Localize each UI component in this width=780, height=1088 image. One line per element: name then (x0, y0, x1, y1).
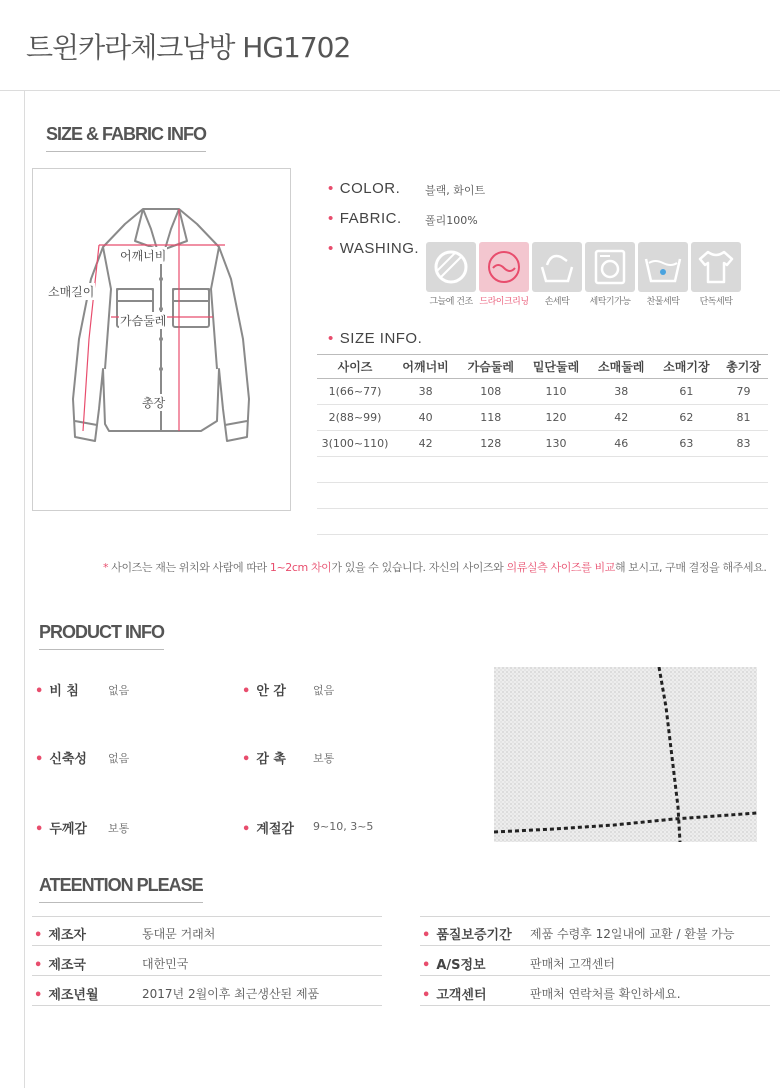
note-star: * (103, 561, 109, 574)
section-underline (46, 151, 206, 152)
attention-divider (420, 1005, 770, 1006)
attention-divider (420, 945, 770, 946)
attention-divider (32, 945, 382, 946)
product-info-value: 없음 (313, 684, 335, 697)
attention-label: • 품질보증기간 (422, 928, 512, 943)
attention-label: • 제조자 (34, 928, 86, 943)
table-cell: 62 (654, 405, 719, 431)
product-info-label-text: 계절감 (256, 822, 294, 837)
table-cell: 3(100~110) (317, 431, 393, 457)
product-info-value: 없음 (108, 752, 130, 765)
table-cell: 118 (458, 405, 523, 431)
section-heading-product (39, 622, 164, 650)
attention-label-text: 품질보증기간 (436, 928, 512, 943)
table-cell: 38 (393, 379, 458, 405)
attention-label: • 제조년월 (34, 988, 99, 1003)
fabric-closeup-image (494, 667, 757, 842)
table-row (317, 379, 768, 405)
table-cell: 42 (393, 431, 458, 457)
attention-label: • 제조국 (34, 958, 86, 973)
section-underline (39, 902, 203, 903)
attention-value: 2017년 2월이후 최근생산된 제품 (142, 987, 320, 1001)
table-cell (317, 509, 768, 535)
attention-label-text: 제조자 (48, 928, 86, 943)
table-cell: 120 (523, 405, 588, 431)
color-label: • COLOR. (328, 180, 401, 197)
product-info-label: • 계절감 (242, 822, 294, 837)
table-cell: 79 (719, 379, 768, 405)
table-header-cell: 사이즈 (317, 355, 393, 379)
cold-water-icon (638, 242, 688, 292)
note-text: 해 보시고, 구매 결정을 해주세요. (614, 561, 767, 574)
table-cell: 46 (589, 431, 654, 457)
table-header-cell: 총기장 (719, 355, 768, 379)
table-cell: 63 (654, 431, 719, 457)
washing-caption: 세탁기가능 (589, 297, 631, 307)
measure-chest-label: 가슴둘레 (120, 314, 167, 328)
attention-value: 동대문 거래처 (142, 927, 216, 941)
washing-caption: 손세탁 (544, 297, 570, 307)
fabric-label: • FABRIC. (328, 210, 402, 227)
table-cell: 81 (719, 405, 768, 431)
note-text: 사이즈는 재는 위치와 사람에 따라 (111, 561, 270, 574)
size-table (317, 354, 768, 535)
table-row-empty (317, 509, 768, 535)
shirt-outline-icon (33, 169, 292, 512)
product-info-value: 9~10, 3~5 (313, 820, 374, 833)
attention-label: • A/S정보 (422, 958, 486, 973)
color-value: 블랙, 화이트 (425, 184, 486, 197)
table-cell: 128 (458, 431, 523, 457)
table-row-empty (317, 483, 768, 509)
separate-wash-icon (691, 242, 741, 292)
table-cell: 40 (393, 405, 458, 431)
washing-caption: 단독세탁 (699, 297, 733, 307)
table-cell: 38 (589, 379, 654, 405)
washing-caption: 그늘에 건조 (429, 297, 473, 307)
table-cell: 2(88~99) (317, 405, 393, 431)
table-cell: 130 (523, 431, 588, 457)
section-heading-text: PRODUCT INFO (39, 622, 164, 642)
washing-label: • WASHING. (328, 240, 420, 257)
product-info-label-text: 비 침 (49, 684, 79, 699)
washing-caption: 찬물세탁 (646, 297, 680, 307)
section-heading-size-fabric (46, 124, 206, 152)
measure-shoulder-label: 어깨너비 (120, 249, 167, 263)
product-info-label-text: 안 감 (256, 684, 286, 699)
table-cell (317, 457, 768, 483)
attention-value: 판매처 연락처를 확인하세요. (530, 987, 681, 1001)
product-info-value: 보통 (108, 822, 130, 835)
table-header-cell: 소매기장 (654, 355, 719, 379)
attention-value: 판매처 고객센터 (530, 957, 615, 971)
measure-length-label: 총장 (142, 396, 166, 410)
attention-divider (32, 1005, 382, 1006)
color-label-text: COLOR. (339, 180, 401, 197)
size-note (103, 559, 766, 575)
product-info-label: • 비 침 (35, 684, 79, 699)
dry-clean-icon (479, 242, 529, 292)
table-header-cell: 가슴둘레 (458, 355, 523, 379)
attention-label: • 고객센터 (422, 988, 487, 1003)
section-heading-attention (39, 875, 203, 903)
attention-value: 대한민국 (142, 957, 189, 971)
size-info-label: • SIZE INFO. (328, 330, 423, 347)
product-info-label-text: 두께감 (49, 822, 87, 837)
product-info-label: • 안 감 (242, 684, 286, 699)
washing-caption: 드라이크리닝 (479, 297, 529, 307)
shade-dry-icon (426, 242, 476, 292)
attention-label-text: 고객센터 (436, 988, 487, 1003)
machine-wash-icon (585, 242, 635, 292)
table-row (317, 405, 768, 431)
table-header-cell: 어깨너비 (393, 355, 458, 379)
hand-wash-icon (532, 242, 582, 292)
product-info-label: • 신축성 (35, 752, 87, 767)
product-info-value: 없음 (108, 684, 130, 697)
left-border (24, 90, 25, 1088)
attention-value: 제품 수령후 12일내에 교환 / 환불 가능 (530, 927, 735, 941)
product-info-label: • 감 촉 (242, 752, 286, 767)
page-title: 트윈카라체크남방 HG1702 (26, 31, 351, 64)
fabric-label-text: FABRIC. (339, 210, 402, 227)
size-info-label-text: SIZE INFO. (339, 330, 423, 347)
measure-sleeve-label: 소매길이 (48, 285, 95, 299)
note-text: 가 있을 수 있습니다. 자신의 사이즈와 (331, 561, 507, 574)
table-row-empty (317, 457, 768, 483)
attention-divider (420, 975, 770, 976)
attention-divider (32, 975, 382, 976)
attention-label-text: 제조국 (48, 958, 86, 973)
note-highlight: 의류실측 사이즈를 비교 (506, 561, 615, 574)
table-cell: 1(66~77) (317, 379, 393, 405)
product-info-value: 보통 (313, 752, 335, 765)
table-header-cell: 소매둘레 (589, 355, 654, 379)
table-cell (317, 483, 768, 509)
section-underline (39, 649, 164, 650)
table-header-cell: 밑단둘레 (523, 355, 588, 379)
attention-divider (32, 916, 382, 917)
note-highlight: 1~2cm 차이 (269, 561, 332, 574)
attention-label-text: 제조년월 (48, 988, 99, 1003)
table-row (317, 431, 768, 457)
section-heading-text: SIZE & FABRIC INFO (46, 124, 207, 144)
table-cell: 108 (458, 379, 523, 405)
washing-label-text: WASHING. (339, 240, 420, 257)
attention-label-text: A/S정보 (436, 958, 486, 973)
product-info-label: • 두께감 (35, 822, 87, 837)
title-divider (0, 90, 780, 91)
product-info-label-text: 신축성 (49, 752, 87, 767)
product-info-label-text: 감 촉 (256, 752, 286, 767)
table-cell: 42 (589, 405, 654, 431)
fabric-value: 폴리100% (425, 214, 478, 227)
table-cell: 61 (654, 379, 719, 405)
table-header-row (317, 355, 768, 379)
table-cell: 83 (719, 431, 768, 457)
table-cell: 110 (523, 379, 588, 405)
section-heading-text: ATEENTION PLEASE (39, 875, 203, 895)
attention-divider (420, 916, 770, 917)
shirt-diagram (32, 168, 291, 511)
